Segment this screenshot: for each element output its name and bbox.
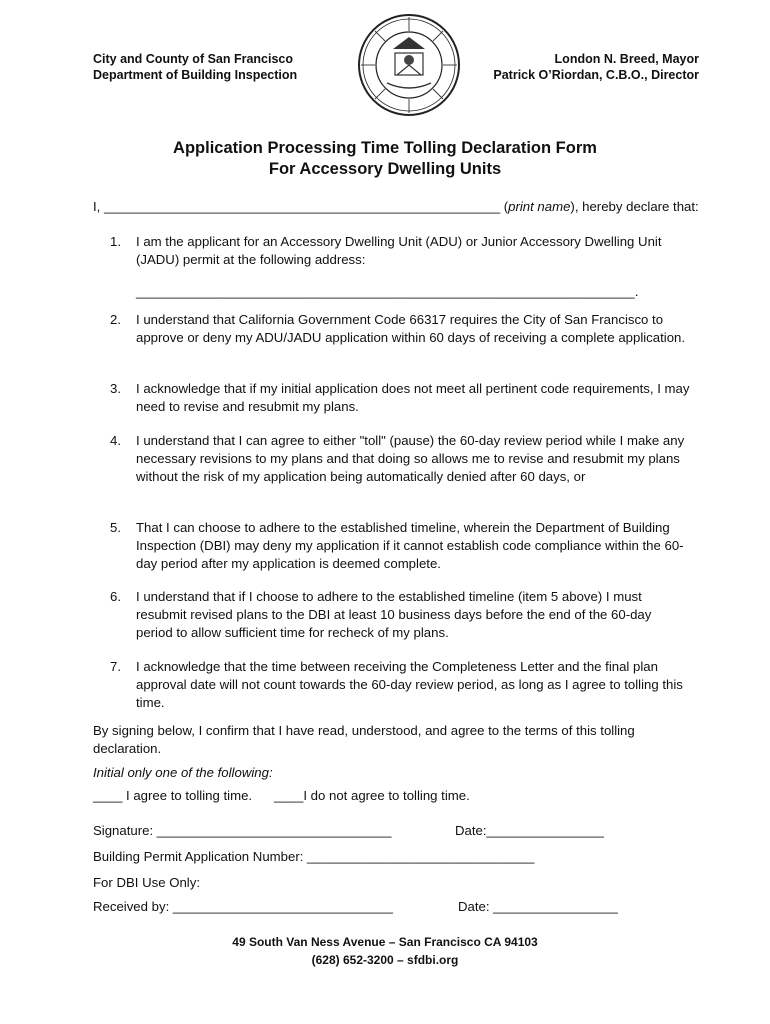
footer-contact: (628) 652-3200 – sfdbi.org [311,953,459,967]
received-by-field[interactable]: Received by: ______________________________ [93,899,393,914]
item-number: 1. [110,234,121,249]
received-date-field[interactable]: Date: _________________ [458,899,618,914]
item-text: I understand that I can agree to either "toll" (pause) the 60-day review period while I make any necessary revisions to my plans and that doing so allows me to revise and resubmit my plans without the risk of my application being automatically denied after 60 days, or [136,433,685,484]
header-agency [93,51,297,83]
list-item-7 [110,658,690,712]
department-name: Department of Building Inspection [93,68,298,82]
item-number: 5. [110,520,121,535]
list-item-2 [110,311,690,347]
form-title-line2: For Accessory Dwelling Units [268,160,502,178]
item-text: I acknowledge that if my initial application does not meet all pertinent code requirements, I may need to revise and resubmit my plans. [136,381,690,414]
footer-address [0,933,770,969]
form-title-line1: Application Processing Time Tolling Declaration Form [173,139,597,157]
signature-field[interactable]: Signature: ________________________________ [93,823,392,838]
option-agree-tolling[interactable]: ____ I agree to tolling time. [93,788,253,803]
initial-instruction: Initial only one of the following: [93,765,273,780]
item-text: I am the applicant for an Accessory Dwelling Unit (ADU) or Junior Accessory Dwelling Unit (JADU) permit at the following address: [136,234,662,267]
address-field[interactable]: ____________________________________________________________________. [136,284,639,299]
item-number: 4. [110,433,121,448]
item-text: I understand that if I choose to adhere to the established timeline (item 5 above) I must resubmit revised plans to the DBI at least 10 business days before the end of the 60-day period to allow sufficient time for recheck of my plans. [136,589,652,640]
declaration-prefix: I, ______________________________________________________ ( [93,199,509,214]
list-item-3 [110,380,690,416]
item-number: 3. [110,381,121,396]
permit-number-field[interactable]: Building Permit Application Number: _______________________________ [93,849,535,864]
list-item-6 [110,588,690,642]
item-text: That I can choose to adhere to the established timeline, wherein the Department of Building Inspection (DBI) may deny my application if it cannot establish code compliance within the 60-day period after my application is deemed complete. [136,520,684,571]
list-item-4 [110,432,690,486]
item-number: 6. [110,589,121,604]
item-text: I acknowledge that the time between receiving the Completeness Letter and the final plan approval date will not count towards the 60-day review period, as long as I agree to tolling this time. [136,659,683,710]
header-officials [493,51,699,83]
option-decline-tolling[interactable]: ____I do not agree to tolling time. [274,788,470,803]
list-item-1 [110,233,690,269]
city-name: City and County of San Francisco [93,52,294,66]
item-number: 7. [110,659,121,674]
declaration-suffix: ), hereby declare that: [570,199,699,214]
city-seal-icon [357,13,461,117]
mayor-name: London N. Breed, Mayor [554,52,699,66]
dbi-use-label: For DBI Use Only: [93,875,200,890]
print-name-hint: print name [508,199,571,214]
item-text: I understand that California Government Code 66317 requires the City of San Francisco to approve or deny my ADU/JADU application within 60 days of receiving a complete application. [136,312,686,345]
confirmation-text: By signing below, I confirm that I have read, understood, and agree to the terms of this tolling declaration. [93,723,635,756]
item-number: 2. [110,312,121,327]
declaration-line [93,198,699,216]
form-title [0,138,770,180]
signature-date-field[interactable]: Date:________________ [455,823,604,838]
list-item-5 [110,519,690,573]
footer-street: 49 South Van Ness Avenue – San Francisco CA 94103 [232,935,538,949]
director-name: Patrick O’Riordan, C.B.O., Director [493,68,699,82]
